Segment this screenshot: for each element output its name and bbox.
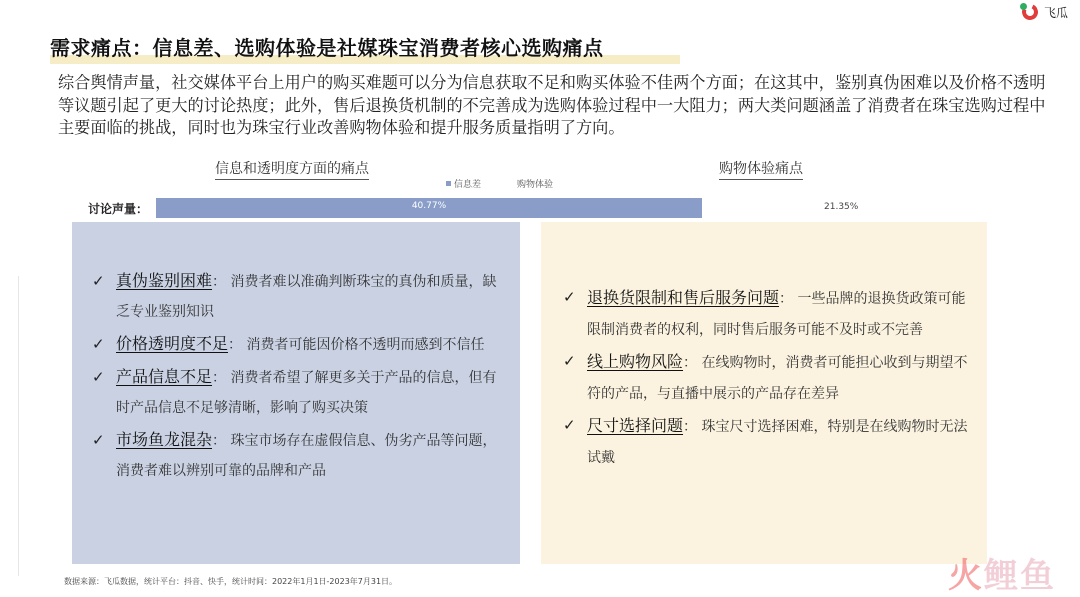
left-point-heading: 真伪鉴别困难 — [116, 271, 213, 290]
check-icon: ✓ — [92, 272, 105, 290]
legend-item-experience — [509, 177, 553, 190]
watermark-logo — [948, 548, 1056, 597]
section-right-title: 购物体验痛点 — [719, 158, 803, 180]
watermark-part2: 鲤鱼 — [984, 556, 1056, 596]
check-icon: ✓ — [563, 288, 576, 306]
check-icon: ✓ — [92, 335, 105, 353]
right-point-text: ： 在线购物时，消费者可能担心收到与期望不符的产品，与直播中展示的产品存在差异 — [587, 355, 968, 402]
left-point-text: ： 消费者难以准确判断珠宝的真伪和质量，缺乏专业鉴别知识 — [116, 274, 497, 320]
bar-experience-value: 21.35% — [824, 202, 859, 212]
legend-swatch-info — [446, 181, 451, 186]
bar-info — [156, 198, 702, 218]
panel-shopping-experience — [541, 222, 987, 564]
left-point-text: ： 珠宝市场存在虚假信息、伪劣产品等问题，消费者难以辨别可靠的品牌和产品 — [116, 433, 497, 479]
right-point — [561, 410, 971, 474]
legend-swatch-experience — [509, 181, 514, 186]
section-left-title: 信息和透明度方面的痛点 — [215, 158, 369, 180]
left-point-heading: 价格透明度不足 — [116, 334, 229, 353]
right-point — [561, 346, 971, 410]
brand-logo — [1020, 3, 1068, 21]
left-point — [90, 329, 500, 360]
intro-paragraph: 综合舆情声量，社交媒体平台上用户的购买难题可以分为信息获取不足和购买体验不佳两个方面；在这其中，鉴别真伪困难以及价格不透明等议题引起了更大的讨论热度；此外，售后退换货机制的不完善成为选购体验过程中一大阻力；两大类问题涵盖了消费者在珠宝选购过程中主要面临的挑战，同时也为珠宝行业改善购物体验和提升服务质量指明了方向。 — [58, 73, 1046, 137]
feigua-logo-icon — [1020, 3, 1040, 21]
left-point-text: ： 消费者希望了解更多关于产品的信息，但有时产品信息不足够清晰，影响了购买决策 — [116, 370, 497, 416]
check-icon: ✓ — [563, 416, 576, 434]
right-point-heading: 线上购物风险 — [587, 352, 684, 371]
legend-item-info — [446, 177, 481, 190]
left-point-heading: 产品信息不足 — [116, 367, 213, 386]
page-title: 需求痛点：信息差、选购体验是社媒珠宝消费者核心选购痛点 — [50, 36, 604, 60]
left-point-text: ： 消费者可能因价格不透明而感到不信任 — [228, 337, 485, 353]
check-icon: ✓ — [92, 431, 105, 449]
left-point — [90, 425, 500, 486]
legend-label-experience: 购物体验 — [517, 180, 554, 190]
left-points-list — [90, 266, 500, 488]
check-icon: ✓ — [92, 368, 105, 386]
left-point-heading: 市场鱼龙混杂 — [116, 430, 213, 449]
left-point — [90, 266, 500, 327]
right-point-text: ： 一些品牌的退换货政策可能限制消费者的权利，同时售后服务可能不及时或不完善 — [587, 291, 966, 338]
brand-logo-text: 飞瓜 — [1043, 5, 1068, 20]
bar-category-label: 讨论声量： — [88, 202, 149, 216]
right-point-text: ： 珠宝尺寸选择困难，特别是在线购物时无法试戴 — [587, 419, 968, 466]
right-point-heading: 退换货限制和售后服务问题 — [587, 288, 780, 307]
right-point-heading: 尺寸选择问题 — [587, 416, 684, 435]
chart-legend — [446, 177, 553, 190]
footer-source: 数据来源：飞瓜数据，统计平台：抖音、快手，统计时间：2022年1月1日-2023年7月31日。 — [64, 577, 398, 586]
right-point — [561, 282, 971, 346]
page-title-block — [50, 28, 680, 64]
legend-label-info: 信息差 — [454, 180, 482, 190]
left-point — [90, 362, 500, 423]
divider-line — [18, 276, 19, 576]
right-points-list — [561, 282, 971, 474]
check-icon: ✓ — [563, 352, 576, 370]
watermark-part1: 火 — [948, 556, 984, 596]
panel-info-transparency — [72, 222, 520, 564]
bar-info-value: 40.77% — [411, 201, 447, 211]
